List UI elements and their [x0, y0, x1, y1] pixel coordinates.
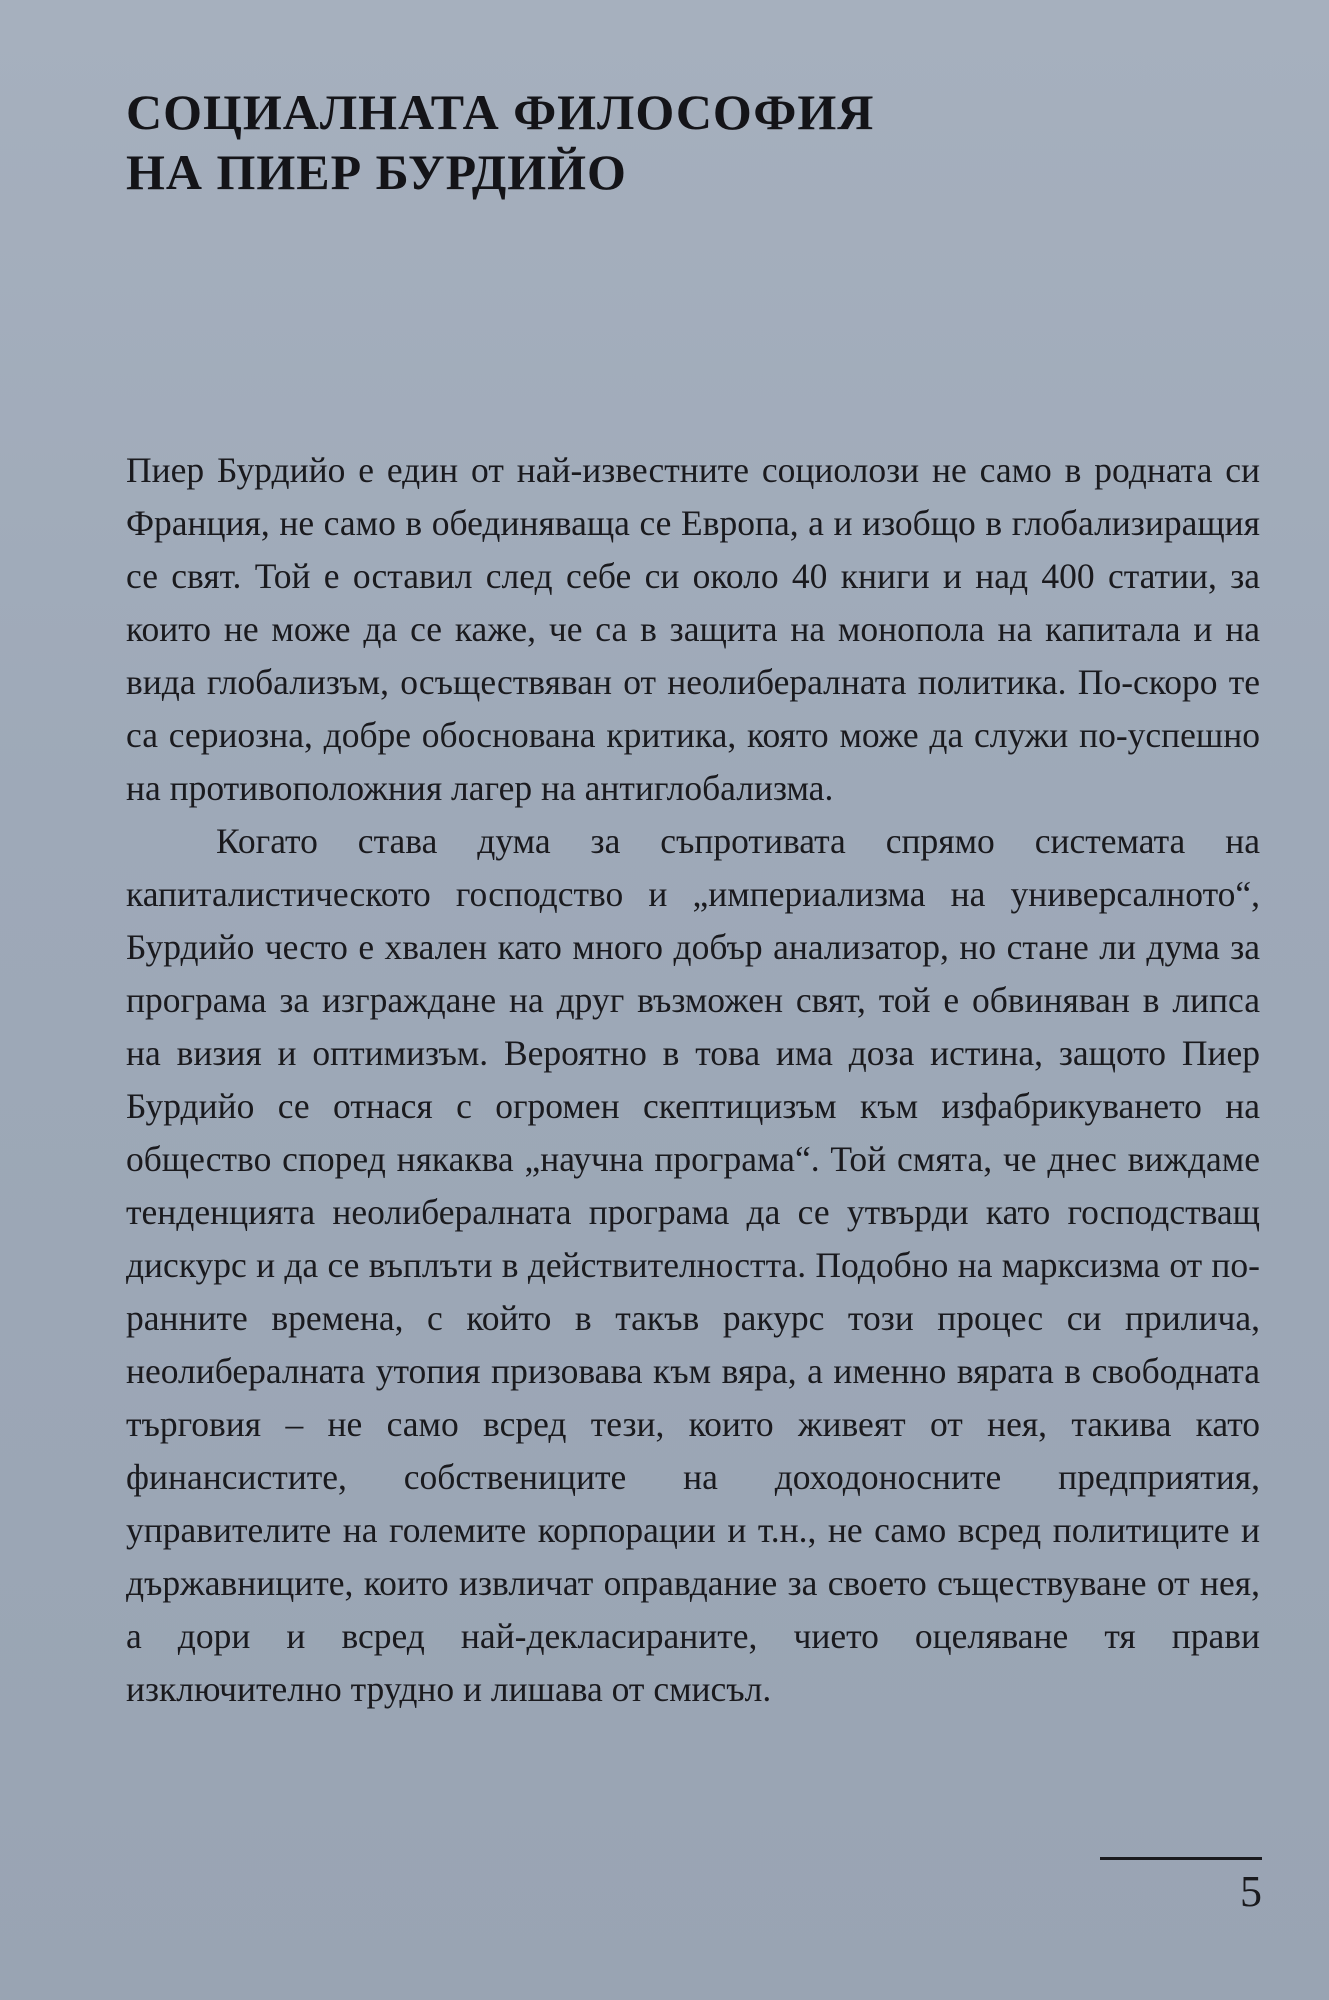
- page-title: [126, 82, 1126, 202]
- page-number: 5: [1240, 1867, 1262, 1916]
- paragraph-1: Пиер Бурдийо е един от най-известните социолози не само в родната си Франция, не само в обединяваща се Европа, а и изобщо в глобализиращия се свят. Той е оставил след себе си около 40 книги и над 400 статии, за които не може да се каже, че са в защита на монопола на капитала и на вида глобализъм, осъществяван от неолибералната политика. По-скоро те са сериозна, добре обоснована критика, която може да служи по-успешно на противоположния лагер на антиглобализма.: [126, 450, 1260, 808]
- paragraph-2: Когато става дума за съпротивата спрямо системата на капиталистическото господство и „империализма на универсалното“, Бурдийо често е хвален като много добър анализатор, но стане ли дума за програма за изграждане на друг възможен свят, той е обвиняван в липса на визия и оптимизъм. Вероятно в това има доза истина, защото Пиер Бурдийо се отнася с огромен скептицизъм към изфабрикуването на общество според някаква „научна програма“. Той смята, че днес виждаме тенденцията неолибералната програма да се утвърди като господстващ дискурс и да се въплъти в действителността. Подобно на марксизма от по-ранните времена, с който в такъв ракурс този процес си прилича, неолибералната утопия призовава към вяра, а именно вярата в свободната търговия – не само всред тези, които живеят от нея, такива като финансистите, собствениците на доходоносните предприятия, управителите на големите корпорации и т.н., не само всред политиците и държавниците, които извличат оправдание за своето съществуване от нея, а дори и всред най-декласираните, чието оцеляване тя прави изключително трудно и лишава от смисъл.: [126, 821, 1260, 1709]
- page-title-line-1: СОЦИАЛНАТА ФИЛОСОФИЯ: [126, 84, 875, 140]
- body-text: [126, 444, 1260, 1716]
- footer-rule: [1100, 1857, 1262, 1860]
- page-title-line-2: НА ПИЕР БУРДИЙО: [126, 144, 627, 200]
